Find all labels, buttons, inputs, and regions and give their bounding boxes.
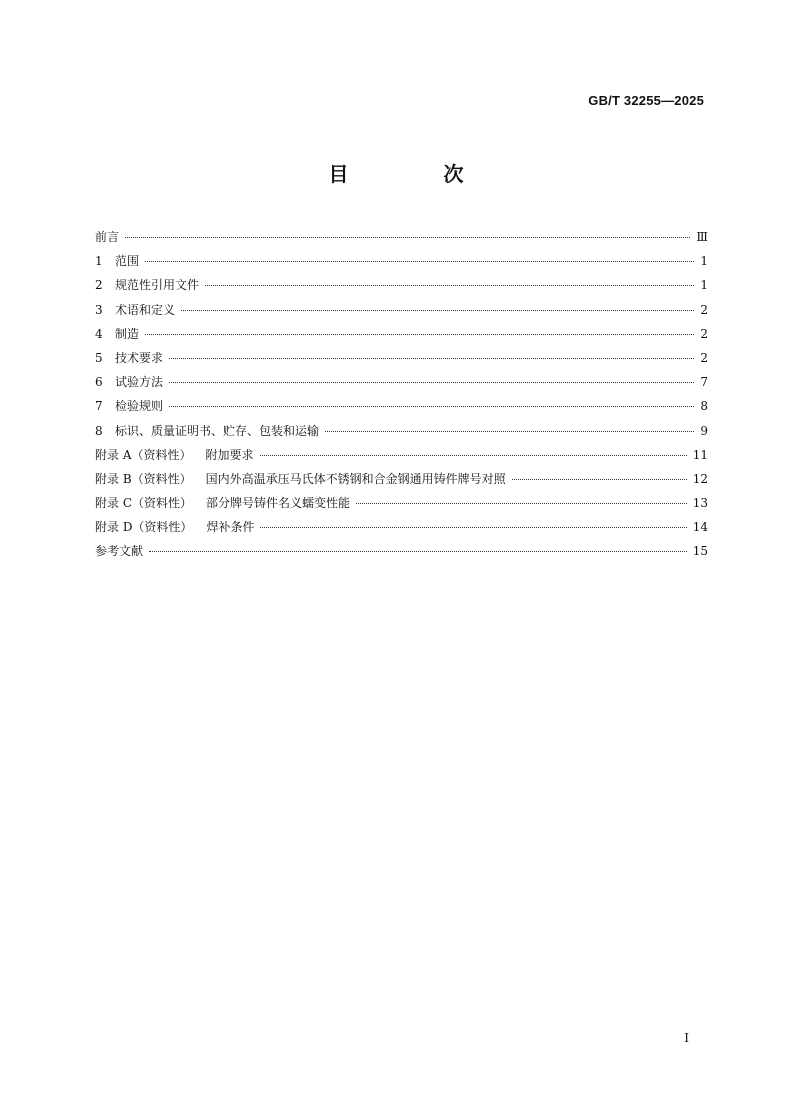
- toc-heading: 目 次: [328, 162, 508, 186]
- dot-leader: [125, 237, 690, 238]
- dot-leader: [149, 551, 687, 552]
- toc-entry-page: 1: [700, 254, 708, 269]
- toc-entry-marking-packaging[interactable]: [95, 419, 708, 443]
- toc-entry-title: 焊补条件: [206, 520, 255, 535]
- dot-leader: [205, 285, 694, 286]
- toc-entry-number: 4: [95, 326, 103, 341]
- dot-leader: [145, 261, 694, 262]
- toc-entry-page: 9: [700, 423, 708, 438]
- toc-annex-tag: 附录 A（资料性）: [95, 447, 192, 462]
- toc-entry-annex-d[interactable]: [95, 515, 708, 539]
- dot-leader: [181, 310, 694, 311]
- toc-entry-test-methods[interactable]: [95, 370, 708, 394]
- toc-entry-page: 11: [692, 447, 708, 462]
- page-number: I: [684, 1031, 689, 1045]
- toc-entry-scope[interactable]: [95, 249, 708, 273]
- toc-entry-annex-b[interactable]: [95, 467, 708, 491]
- toc-entry-title: 术语和定义: [115, 302, 176, 317]
- dot-leader: [169, 358, 694, 359]
- toc-entry-page: 2: [700, 350, 708, 365]
- dot-leader: [145, 334, 694, 335]
- toc-entry-number: 2: [95, 278, 103, 293]
- toc-entry-foreword[interactable]: [95, 225, 708, 249]
- toc-entry-inspection-rules[interactable]: [95, 394, 708, 418]
- toc-annex-tag: 附录 B（资料性）: [95, 471, 192, 486]
- toc-entry-number: 8: [95, 423, 103, 438]
- toc-entry-number: 5: [95, 350, 103, 365]
- toc-entry-page: 2: [700, 326, 708, 341]
- toc-entry-page: 1: [700, 278, 708, 293]
- toc-entry-page: Ⅲ: [696, 230, 708, 244]
- toc-entry-terms-definitions[interactable]: [95, 298, 708, 322]
- toc-entry-title: 前言: [95, 230, 120, 244]
- toc-entry-page: 12: [692, 471, 708, 486]
- dot-leader: [325, 431, 694, 432]
- toc-entry-title: 试验方法: [115, 375, 164, 390]
- toc-entry-title: 技术要求: [115, 350, 164, 365]
- standard-number: GB/T 32255—2025: [588, 93, 704, 108]
- toc-entry-title: 参考文献: [95, 544, 144, 559]
- toc-entry-annex-c[interactable]: [95, 491, 708, 515]
- toc-entry-page: 14: [692, 520, 708, 535]
- toc-entry-page: 2: [700, 302, 708, 317]
- toc-entry-title: 范围: [115, 254, 140, 269]
- toc-annex-tag: 附录 D（资料性）: [95, 520, 193, 535]
- toc-entry-normative-references[interactable]: [95, 273, 708, 297]
- toc-entry-title: 部分牌号铸件名义蠕变性能: [206, 496, 351, 511]
- toc-entry-title: 规范性引用文件: [115, 278, 200, 293]
- toc-entry-bibliography[interactable]: [95, 539, 708, 563]
- dot-leader: [169, 406, 694, 407]
- toc-entry-title: 附加要求: [205, 447, 254, 462]
- dot-leader: [169, 382, 694, 383]
- table-of-contents: [95, 225, 708, 564]
- toc-entry-page: 7: [700, 375, 708, 390]
- toc-entry-manufacture[interactable]: [95, 322, 708, 346]
- toc-entry-title: 标识、质量证明书、贮存、包装和运输: [115, 423, 320, 438]
- toc-entry-number: 7: [95, 399, 103, 414]
- toc-entry-page: 15: [692, 544, 708, 559]
- toc-entry-page: 13: [692, 496, 708, 511]
- toc-entry-page: 8: [700, 399, 708, 414]
- toc-entry-title: 检验规则: [115, 399, 164, 414]
- toc-entry-number: 3: [95, 302, 103, 317]
- toc-entry-technical-requirements[interactable]: [95, 346, 708, 370]
- toc-entry-title: 制造: [115, 326, 140, 341]
- dot-leader: [356, 503, 687, 504]
- toc-entry-title: 国内外高温承压马氏体不锈钢和合金钢通用铸件牌号对照: [205, 471, 506, 486]
- toc-entry-number: 6: [95, 375, 103, 390]
- toc-annex-tag: 附录 C（资料性）: [95, 496, 192, 511]
- dot-leader: [260, 527, 686, 528]
- dot-leader: [260, 455, 687, 456]
- toc-entry-number: 1: [95, 254, 103, 269]
- toc-entry-annex-a[interactable]: [95, 443, 708, 467]
- dot-leader: [512, 479, 687, 480]
